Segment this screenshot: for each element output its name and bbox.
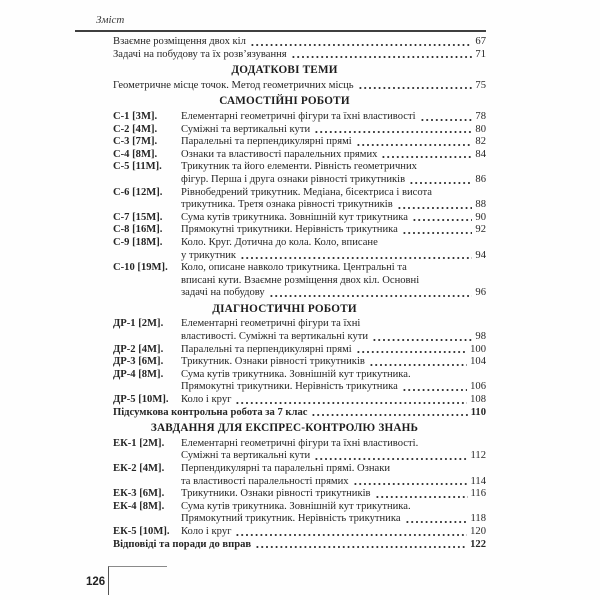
toc-entry	[113, 356, 486, 369]
toc-entry	[113, 501, 486, 526]
toc-entry	[113, 318, 486, 343]
toc-page-number: 84	[475, 148, 486, 160]
toc-entry-body	[181, 161, 486, 186]
toc-entry-text: Коло і круг	[181, 525, 232, 537]
toc-entry-lastline	[113, 36, 486, 49]
toc-entry-body	[181, 488, 486, 501]
toc-entry-text: Сума кутів трикутника. Зовнішній кут трикутника	[181, 211, 408, 223]
dot-leader	[240, 256, 472, 260]
toc-entry-text: Елементарні геометричні фігури та їхні властивості.	[181, 437, 419, 449]
toc-entry	[113, 187, 486, 212]
toc-entry-lastline	[181, 149, 486, 162]
dot-leader	[269, 294, 473, 298]
toc-entry-text: Відповіді та поради до вправ	[113, 538, 252, 550]
toc-entry-body	[181, 124, 486, 137]
toc-entry-body	[181, 344, 486, 357]
header-rule	[75, 30, 486, 32]
toc-entry-lastline	[181, 199, 486, 212]
toc-entry-lastline	[181, 124, 486, 137]
toc-entry-text: Коло. Круг. Дотична до кола. Коло, вписане	[181, 236, 378, 248]
toc-entry-text: Геометричне місце точок. Метод геометричних місць	[113, 79, 354, 91]
toc-entry-text: Сума кутів трикутника. Зовнішній кут трикутника.	[181, 500, 411, 512]
toc-entry-label: С-9 [18М].	[113, 236, 163, 248]
dot-leader	[397, 206, 473, 210]
toc-entry	[113, 344, 486, 357]
toc-entry-text: Елементарні геометричні фігури та їхні	[181, 318, 361, 330]
toc-entry	[113, 49, 486, 62]
toc-entry-label: С-10 [19М].	[113, 262, 168, 274]
toc-entry-body	[181, 212, 486, 225]
toc-entry-lastline	[181, 394, 486, 407]
toc-page-number: 94	[475, 249, 486, 261]
toc-entry-lastline	[181, 111, 486, 124]
section-heading: ДІАГНОСТИЧНІ РОБОТИ	[212, 302, 357, 315]
dot-leader	[358, 86, 473, 90]
toc-page-number: 88	[475, 199, 486, 211]
toc-page-number: 122	[470, 538, 486, 550]
page-header-title: Зміст	[96, 14, 125, 26]
toc-page-number: 67	[475, 36, 486, 47]
dot-leader	[250, 43, 473, 47]
toc-entry-text: Прямокутний трикутник. Нерівність трикутника	[181, 513, 401, 525]
toc-entry-label: С-1 [3М].	[113, 110, 158, 122]
toc-entry-text: Прямокутні трикутники. Нерівність трикутника	[181, 381, 398, 393]
table-of-contents	[113, 36, 486, 551]
toc-entry	[113, 539, 486, 552]
toc-entry-label: ЕК-3 [6М].	[113, 488, 165, 500]
section-heading: ДОДАТКОВІ ТЕМИ	[231, 64, 338, 77]
dot-leader	[291, 55, 473, 59]
toc-entry-label: ДР-4 [8М].	[113, 368, 164, 380]
toc-entry	[113, 488, 486, 501]
toc-entry-lastline	[181, 488, 486, 501]
toc-entry-lastline	[113, 49, 486, 62]
toc-entry-label: ЕК-1 [2М].	[113, 437, 165, 449]
toc-entry-lastline	[181, 250, 486, 263]
dot-leader	[314, 457, 467, 461]
toc-entry-text: задачі на побудову	[181, 287, 265, 299]
toc-entry-lastline	[181, 344, 486, 357]
toc-entry-lastline	[181, 356, 486, 369]
toc-entry-text: Трикутники. Ознаки рівності трикутників	[181, 488, 371, 500]
toc-entry-label: С-4 [8М].	[113, 148, 158, 160]
toc-entry-lastline	[181, 174, 486, 187]
toc-entry-label: С-2 [4М].	[113, 123, 158, 135]
toc-entry	[113, 394, 486, 407]
toc-entry-body	[181, 187, 486, 212]
toc-entry-lastline	[181, 450, 486, 463]
dot-leader	[375, 495, 468, 499]
toc-entry	[113, 80, 486, 93]
toc-page-number: 116	[470, 488, 486, 500]
toc-entry-text: Суміжні та вертикальні кути	[181, 450, 311, 462]
footer-page-number: 126	[86, 576, 106, 588]
toc-entry-body	[181, 149, 486, 162]
dot-leader	[255, 545, 467, 549]
toc-entry-lastline	[181, 513, 486, 526]
toc-entry-text: Елементарні геометричні фігури та їхні властивості	[181, 110, 416, 122]
toc-entry-lastline	[181, 476, 486, 489]
toc-entry-lastline	[181, 224, 486, 237]
toc-entry-text: Задачі на побудову та їх розв’язування	[113, 48, 287, 60]
dot-leader	[369, 363, 467, 367]
toc-entry-text: Паралельні та перпендикулярні прямі	[181, 343, 352, 355]
toc-page-number: 92	[475, 224, 486, 236]
dot-leader	[235, 401, 467, 405]
toc-entry-text: Рівнобедрений трикутник. Медіана, бісектриса і висота	[181, 186, 433, 198]
toc-entry-text: властивості. Суміжні та вертикальні кути	[181, 331, 369, 343]
section-heading: ЗАВДАННЯ ДЛЯ ЕКСПРЕС-КОНТРОЛЮ ЗНАНЬ	[150, 422, 419, 435]
dot-leader	[402, 388, 467, 392]
toc-entry-label: С-6 [12М].	[113, 186, 163, 198]
toc-entry-lastline	[181, 381, 486, 394]
toc-page-number: 100	[470, 343, 486, 355]
toc-entry	[113, 149, 486, 162]
dot-leader	[356, 350, 467, 354]
toc-entry-label: С-5 [11М].	[113, 161, 162, 173]
dot-leader	[372, 338, 472, 342]
toc-page-number: 98	[475, 331, 486, 343]
toc-entry-body	[113, 407, 486, 420]
toc-entry-text: Суміжні та вертикальні кути	[181, 123, 311, 135]
toc-page-number: 82	[475, 136, 486, 148]
toc-entry-body	[113, 36, 486, 49]
footer-corner-rule	[108, 566, 167, 595]
toc-page-number: 110	[470, 406, 486, 418]
toc-entry-label: ДР-1 [2М].	[113, 318, 164, 330]
section-heading: САМОСТІЙНІ РОБОТИ	[219, 95, 350, 108]
toc-entry-text: Паралельні та перпендикулярні прямі	[181, 136, 352, 148]
toc-entry	[113, 212, 486, 225]
toc-entry-lastline	[113, 407, 486, 420]
toc-entry-text: Взаємне розміщення двох кіл	[113, 36, 246, 47]
toc-entry-lastline	[181, 526, 486, 539]
dot-leader	[402, 231, 473, 235]
toc-page-number: 90	[475, 211, 486, 223]
toc-entry-body	[181, 136, 486, 149]
toc-entry-text: вписані кути. Взаємне розміщення двох кіл. Основні	[181, 274, 420, 286]
toc-entry-body	[181, 463, 486, 488]
toc-entry-label: ДР-2 [4М].	[113, 343, 164, 355]
toc-entry	[113, 161, 486, 186]
dot-leader	[311, 413, 467, 417]
toc-entry	[113, 124, 486, 137]
toc-entry-body	[181, 356, 486, 369]
toc-entry-lastline	[181, 136, 486, 149]
toc-entry-text: Підсумкова контрольна робота за 7 клас	[113, 406, 308, 418]
toc-entry	[113, 369, 486, 394]
toc-entry-body	[113, 80, 486, 93]
toc-entry-body	[181, 394, 486, 407]
toc-entry-label: С-8 [16М].	[113, 224, 163, 236]
toc-entry-lastline	[113, 539, 486, 552]
dot-leader	[235, 533, 467, 537]
toc-entry-text: Перпендикулярні та паралельні прямі. Ознаки	[181, 463, 391, 474]
toc-page-number: 86	[475, 173, 486, 185]
toc-entry-label: ЕК-4 [8М].	[113, 500, 165, 512]
toc-page-number: 96	[475, 287, 486, 299]
toc-entry	[113, 262, 486, 300]
dot-leader	[314, 130, 472, 134]
toc-entry-lastline	[181, 287, 486, 300]
toc-page-number: 112	[470, 450, 486, 462]
toc-page-number: 71	[475, 48, 486, 60]
toc-page-number: 108	[470, 394, 486, 406]
toc-entry	[113, 111, 486, 124]
toc-entry-body	[181, 501, 486, 526]
toc-entry-text: Коло і круг	[181, 394, 232, 406]
dot-leader	[353, 482, 468, 486]
toc-entry-body	[181, 237, 486, 262]
dot-leader	[381, 155, 472, 159]
toc-entry	[113, 407, 486, 420]
toc-entry-text: фігур. Перша і друга ознаки рівності трикутників	[181, 173, 406, 185]
toc-entry-body	[181, 369, 486, 394]
toc-entry-label: ДР-3 [6М].	[113, 356, 164, 368]
toc-entry-label: ЕК-5 [10М].	[113, 525, 170, 537]
toc-entry-label: ДР-5 [10М].	[113, 394, 169, 406]
toc-entry-text: трикутника. Третя ознака рівності трикутників	[181, 199, 393, 211]
dot-leader	[409, 181, 472, 185]
dot-leader	[405, 520, 468, 524]
toc-entry	[113, 136, 486, 149]
toc-entry-text: Ознаки та властивості паралельних прямих	[181, 148, 378, 160]
toc-entry-label: ЕК-2 [4М].	[113, 463, 165, 474]
toc-entry-body	[113, 49, 486, 62]
toc-page-number: 120	[470, 525, 486, 537]
toc-page-number: 80	[475, 123, 486, 135]
toc-entry	[113, 36, 486, 49]
toc-entry-body	[181, 262, 486, 300]
toc-page-number: 114	[470, 475, 486, 487]
toc-entry-body	[181, 438, 486, 463]
toc-entry-label: С-7 [15М].	[113, 211, 163, 223]
toc-entry-text: Трикутник та його елементи. Рівність геометричних	[181, 161, 417, 173]
toc-entry-text: Трикутник. Ознаки рівності трикутників	[181, 356, 365, 368]
dot-leader	[420, 118, 473, 122]
toc-entry-body	[113, 539, 486, 552]
toc-entry-text: у трикутник	[181, 249, 237, 261]
toc-entry-body	[181, 111, 486, 124]
toc-entry	[113, 237, 486, 262]
toc-entry-body	[181, 224, 486, 237]
toc-entry-lastline	[181, 331, 486, 344]
toc-entry	[113, 526, 486, 539]
toc-entry	[113, 463, 486, 488]
toc-entry-body	[181, 526, 486, 539]
toc-entry-body	[181, 318, 486, 343]
toc-entry	[113, 438, 486, 463]
toc-entry-text: Сума кутів трикутника. Зовнішній кут трикутника.	[181, 368, 411, 380]
toc-entry-text: Коло, описане навколо трикутника. Центральні та	[181, 262, 407, 274]
toc-page-number: 78	[475, 110, 486, 122]
dot-leader	[412, 218, 472, 222]
toc-page-number: 104	[470, 356, 486, 368]
toc-page-number: 75	[475, 79, 486, 91]
toc-entry-text: та властивості паралельності прямих	[181, 475, 349, 487]
toc-entry-lastline	[181, 212, 486, 225]
toc-entry-label: С-3 [7М].	[113, 136, 158, 148]
dot-leader	[356, 143, 473, 147]
toc-entry-text: Прямокутні трикутники. Нерівність трикутника	[181, 224, 398, 236]
toc-page-number: 106	[470, 381, 486, 393]
toc-entry	[113, 224, 486, 237]
toc-entry-lastline	[113, 80, 486, 93]
toc-page-number: 118	[470, 513, 486, 525]
